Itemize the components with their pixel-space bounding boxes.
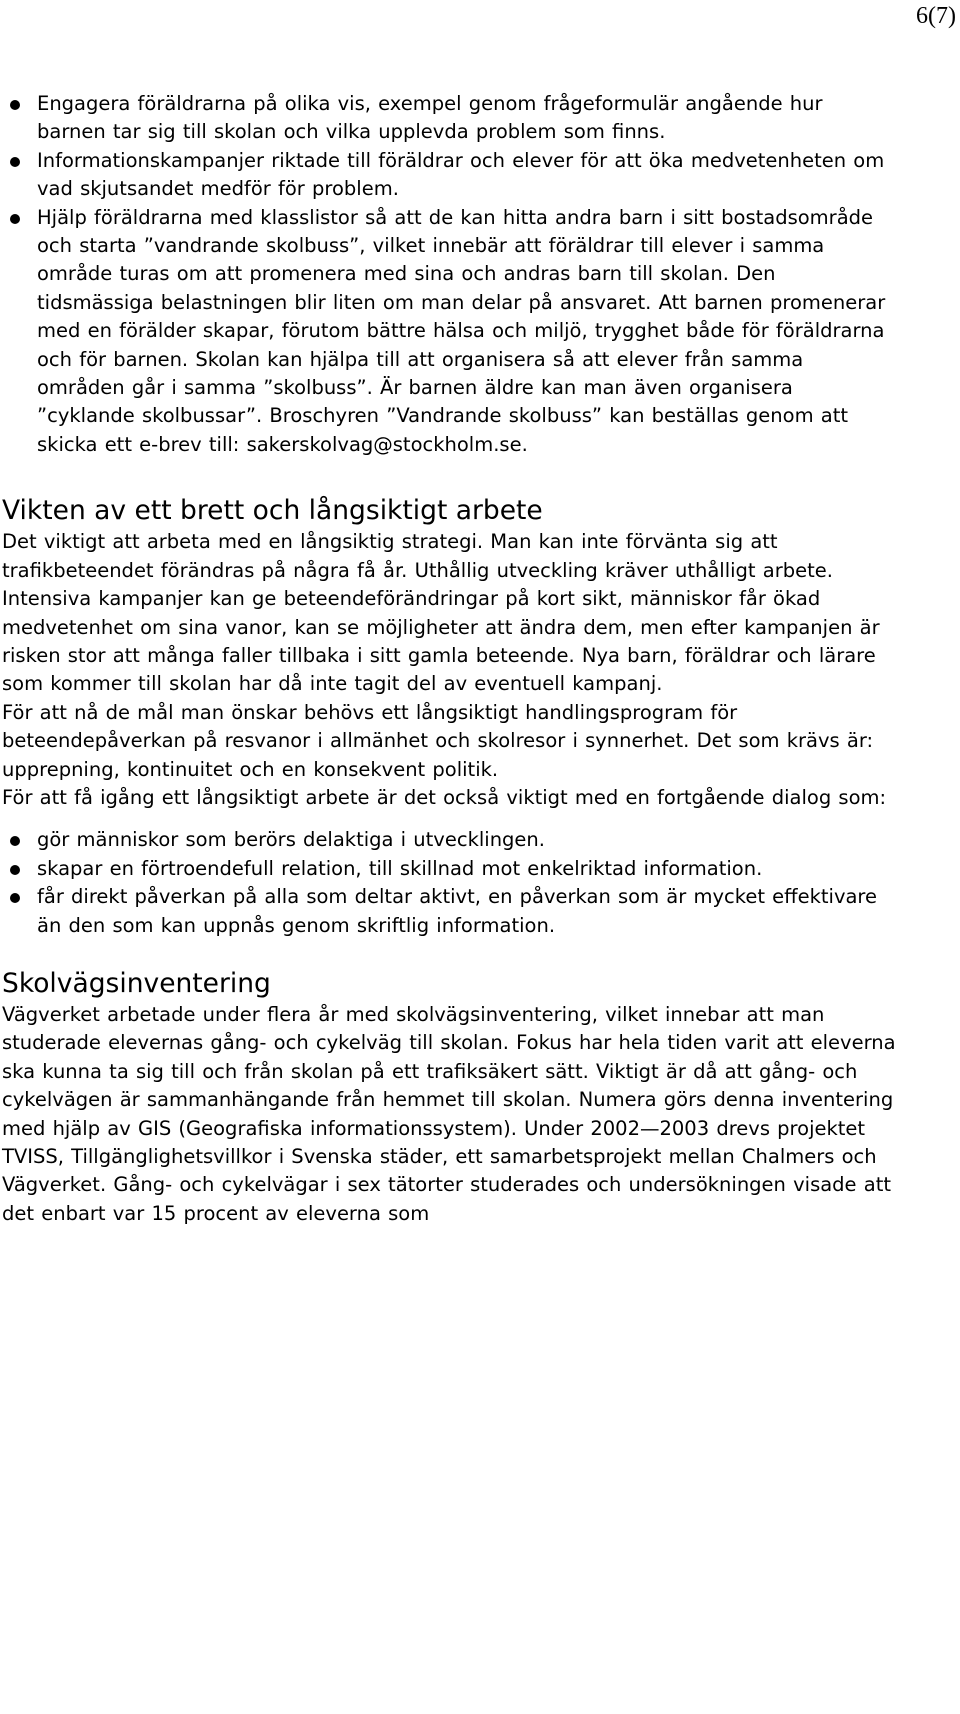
list-item [2,90,897,147]
dialog-bullet-list [0,826,915,940]
bullet-icon [10,865,20,875]
list-item [2,883,897,940]
section-heading: Skolvägsinventering [2,967,271,999]
list-item-text: Informationskampanjer riktade till föräldrar och elever för att öka medvetenheten om vad skjutsandet medför för problem. [37,148,885,201]
bullet-icon [10,893,20,903]
paragraph: För att nå de mål man önskar behövs ett långsiktigt handlingsprogram för beteendepåverkan på resvanor i allmänhet och skolresor i synnerhet. Det som krävs är: upprepning, kontinuitet och en konsekvent politik. [2,700,874,781]
list-item [2,204,897,460]
list-item [2,826,897,854]
document-body [0,90,915,1228]
bullet-icon [10,100,20,110]
list-item-text: Hjälp föräldrarna med klasslistor så att de kan hitta andra barn i sitt bostadsområde och starta ”vandrande skolbuss”, vilket innebär att föräldrar till elever i samma område turas om att promenera med sina och andras barn till skolan. Den tidsmässiga belastningen blir liten om man delar på ansvaret. Att barnen promenerar med en förälder skapar, förutom bättre hälsa och miljö, trygghet både för föräldrarna och för barnen. Skolan kan hjälpa till att organisera så att elever från samma områden går i samma ”skolbuss”. Är barnen äldre kan man även organisera ”cyklande skolbussar”. Broschyren ”Vandrande skolbuss” kan beställas genom att skicka ett e-brev till: sakerskolvag@stockholm.se. [37,205,886,456]
paragraph: Intensiva kampanjer kan ge beteendeförändringar på kort sikt, människor får ökad medvetenhet om sina vanor, kan se möjligheter att ändra dem, men efter kampanjen är risken stor att många faller tillbaka i sitt gamla beteende. Nya barn, föräldrar och lärare som kommer till skolan har då inte tagit del av eventuell kampanj. [2,587,880,696]
paragraph: Det viktigt att arbeta med en långsiktig strategi. Man kan inte förvänta sig att trafikbeteendet förändras på några få år. Uthållig utveckling kräver uthålligt arbete. [2,530,833,582]
top-bullet-list [0,90,915,459]
list-item [2,855,897,883]
paragraph: Vägverket arbetade under flera år med skolvägsinventering, vilket innebar att man studerade elevernas gång- och cykelväg till skolan. Fokus har hela tiden varit att eleverna ska kunna ta sig till och från skolan på ett trafiksäkert sätt. Viktigt är då att gång- och cykelvägen är sammanhängande från hemmet till skolan. Numera görs denna inventering med hjälp av GIS (Geografiska informationssystem). Under 2002—2003 drevs projektet TVISS, Tillgänglighetsvillkor i Svenska städer, ett samarbetsprojekt mellan Chalmers och Vägverket. Gång- och cykelvägar i sex tätorter studerades och undersökningen visade att det enbart var 15 procent av eleverna som [2,1002,896,1225]
page-number: 6(7) [916,3,956,29]
bullet-icon [10,214,20,224]
bullet-icon [10,836,20,846]
section-heading: Vikten av ett brett och långsiktigt arbete [2,495,543,527]
list-item-text: skapar en förtroendefull relation, till skillnad mot enkelriktad information. [37,856,763,880]
list-item-text: får direkt påverkan på alla som deltar aktivt, en påverkan som är mycket effektivare än den som kan uppnås genom skriftlig information. [37,885,878,937]
list-item [2,147,897,204]
paragraph: För att få igång ett långsiktigt arbete är det också viktigt med en fortgående dialog som: [2,785,887,809]
bullet-icon [10,157,20,167]
list-item-text: Engagera föräldrarna på olika vis, exempel genom frågeformulär angående hur barnen tar sig till skolan och vilka upplevda problem som finns. [37,92,823,144]
list-item-text: gör människor som berörs delaktiga i utvecklingen. [37,828,545,852]
